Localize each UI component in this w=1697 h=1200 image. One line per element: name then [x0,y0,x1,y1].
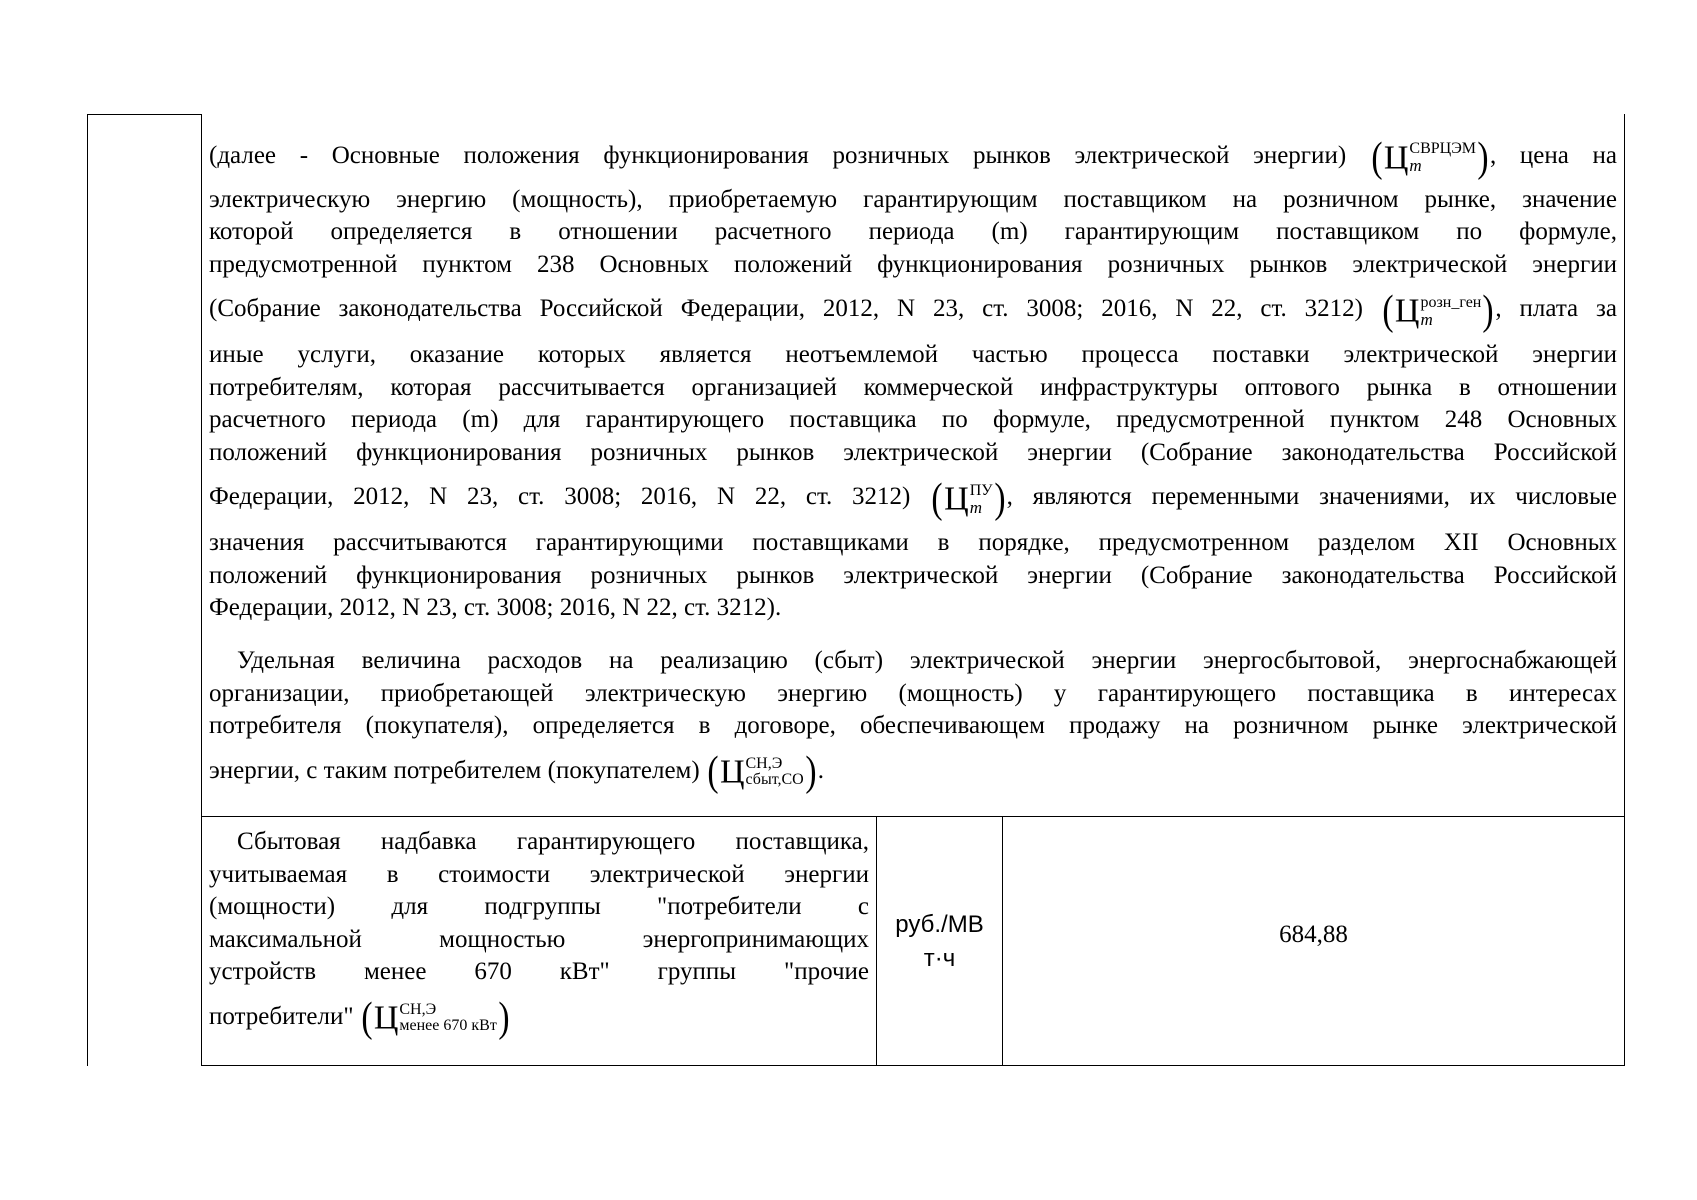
table-border-left [87,114,88,1066]
text-span: энергии, с таким потребителем (покупателем) [209,756,700,784]
text-span: , являются переменными значениями, их числовые [1006,483,1618,511]
text-line: значения рассчитываются гарантирующими поставщиками в порядке, предусмотренном разделом XII Основных [209,529,1617,557]
text-span: потребители" [209,1002,354,1030]
text-line [209,130,1617,184]
formula-sub: m [1409,156,1422,176]
formula-pu: (Ц ПУ m ) [931,476,1006,523]
formula-sbyt-so: (Ц СН,Э сбыт,СО ) [707,749,817,796]
text-span: Федерации, 2012, N 23, ст. 3008; 2016, N 22, ст. 3212) [209,483,911,511]
text-span: , цена на [1489,142,1617,169]
paragraph-specific-costs [209,645,1617,800]
text-line [209,989,869,1047]
formula-sup: СВРЦЭМ [1409,140,1476,158]
text-line: расчетного периода (m) для гарантирующего поставщика по формуле, предусмотренной пунктом 248 Основных [209,406,1617,434]
text-span: (Собрание законодательства Российской Федерации, 2012, N 23, ст. 3008; 2016, N 22, ст. 3212) [209,295,1364,323]
value-cell: 684,88 [1279,921,1348,948]
formula-rozn-gen: (Ц розн_ген m ) [1382,288,1494,335]
text-span: . [817,756,824,784]
text-line [209,281,1617,339]
unit-line-1: руб./МВ [895,911,984,938]
text-line: положений функционирования розничных рынков электрической энергии (Собрание законодательства Российской [209,561,1617,589]
unit-cell [878,908,1001,976]
formula-sup: СН,Э [399,1001,437,1019]
text-line: электрическую энергию (мощность), приобретаемую гарантирующим поставщиком на розничном рынке, значение [209,185,1617,213]
text-line: Удельная величина расходов на реализацию (сбыт) электрической энергии энергосбытовой, энергоснабжающей [237,647,1617,674]
text-line: Федерации, 2012, N 23, ст. 3008; 2016, N 22, ст. 3212). [209,594,782,622]
formula-sub: m [1420,309,1433,329]
table-column-divider [201,114,202,1066]
formula-sub: m [969,497,983,517]
text-span: (далее - Основные положения функционирования розничных рынков электрической энергии) [209,142,1347,169]
formula-base: Ц [719,753,745,791]
text-line: (мощности) для подгруппы "потребители с [209,893,869,920]
text-line: максимальной мощностью энергопринимающих [209,925,869,953]
formula-sup: СН,Э [745,755,783,773]
table-cell-divider-1 [876,816,877,1066]
text-line: устройств менее 670 кВт" группы "прочие [209,958,869,985]
text-line: потребителя (покупателя), определяется в договоре, обеспечивающем продажу на розничном рынке электрической [209,712,1617,739]
text-line: которой определяется в отношении расчетного периода (m) гарантирующим поставщиком по формуле, [209,218,1617,246]
text-line [209,469,1617,527]
formula-base: Ц [1383,138,1409,176]
text-line: иные услуги, оказание которых является неотъемлемой частью процесса поставки электрической энергии [209,341,1617,369]
table-border-right [1624,114,1625,1066]
markup-description-cell [209,826,869,1046]
formula-sub: менее 670 кВт [399,1017,497,1035]
text-span: , плата за [1495,295,1617,323]
unit-line-2: т·ч [923,945,956,972]
formula-menee-670: (Ц СН,Э менее 670 кВт ) [361,995,510,1042]
text-line: организации, приобретающей электрическую энергию (мощность) у гарантирующего поставщика в интересах [209,679,1617,707]
table-border-top-left [87,114,202,115]
text-line: потребителям, которая рассчитывается организацией коммерческой инфраструктуры оптового рынка в отношении [209,373,1617,401]
formula-base: Ц [373,999,399,1037]
text-line: предусмотренной пунктом 238 Основных положений функционирования розничных рынков электрической энергии [209,250,1617,278]
paragraph-definitions [209,130,1617,625]
table-row-divider [201,816,1625,817]
formula-sup: ПУ [969,481,993,499]
formula-svrcem: (Ц СВРЦЭМ m ) [1371,134,1489,181]
text-line: Сбытовая надбавка гарантирующего поставщика, [237,828,869,855]
text-line: учитываемая в стоимости электрической энергии [209,860,869,888]
text-line [209,743,1617,801]
formula-base: Ц [1394,292,1420,330]
table-border-bottom [201,1065,1625,1066]
text-line: положений функционирования розничных рынков электрической энергии (Собрание законодательства Российской [209,438,1617,466]
formula-base: Ц [944,480,969,518]
formula-sub: сбыт,СО [745,771,804,789]
formula-sup: розн_ген [1420,293,1482,311]
